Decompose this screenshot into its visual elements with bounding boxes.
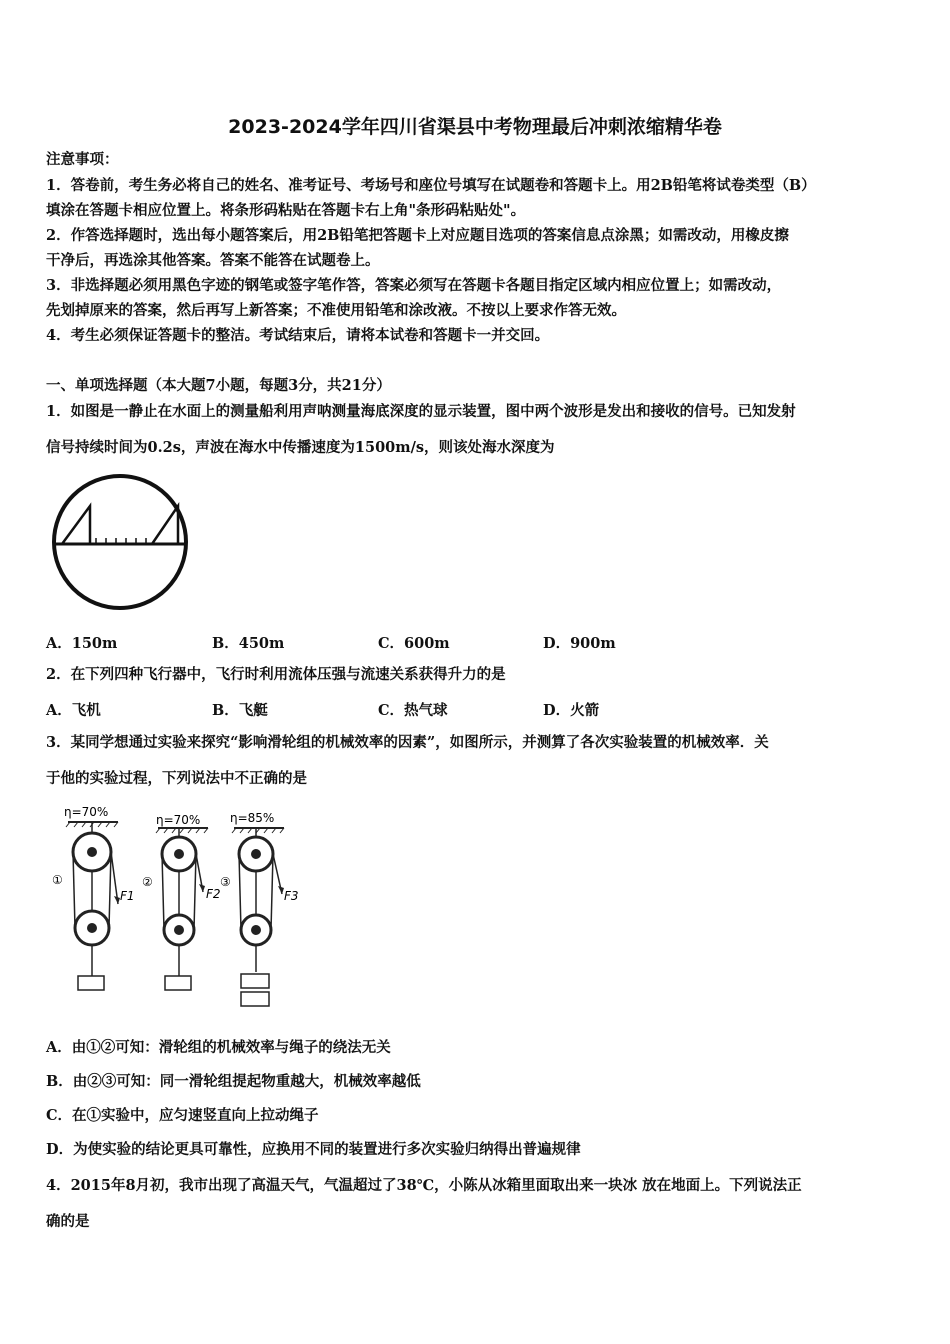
q3-stem-line2: 于他的实验过程，下列说法中不正确的是	[46, 770, 307, 787]
section-heading: 一、单项选择题（本大题7小题，每题3分，共21分）	[46, 377, 391, 394]
q3-option-b: B．由②③可知：同一滑轮组提起物重越大，机械效率越低	[46, 1073, 421, 1090]
pulley-setup-2	[142, 813, 221, 990]
q2-option-b: B．飞艇	[212, 702, 268, 719]
notice-line: 3．非选择题必须用黑色字迹的钢笔或签字笔作答，答案必须写在答题卡各题目指定区域内相应位置上；如需改动，	[46, 277, 782, 294]
q2-option-a: A．飞机	[46, 702, 101, 719]
efficiency-label: η=70%	[156, 813, 201, 827]
q4-stem-line1: 4．2015年8月初，我市出现了高温天气，气温超过了38℃，小陈从冰箱里面取出来一块冰 放在地面上。下列说法正	[46, 1177, 802, 1194]
q3-stem-line1: 3．某同学想通过实验来探究“影响滑轮组的机械效率的因素”，如图所示，并测算了各次实验装置的机械效率．关	[46, 734, 769, 751]
setup-number: ③	[220, 875, 231, 889]
force-label: F1	[120, 889, 135, 903]
pulley-setup-3	[220, 811, 299, 1006]
q2-stem: 2．在下列四种飞行器中，飞行时利用流体压强与流速关系获得升力的是	[46, 666, 506, 683]
notice-line: 干净后，再选涂其他答案。答案不能答在试题卷上。	[46, 252, 380, 269]
force-label: F3	[284, 889, 299, 903]
q3-option-c: C．在①实验中，应匀速竖直向上拉动绳子	[46, 1107, 319, 1124]
sonar-display-figure	[48, 472, 196, 610]
q3-option-a: A．由①②可知：滑轮组的机械效率与绳子的绕法无关	[46, 1039, 391, 1056]
notice-line: 1．答卷前，考生务必将自己的姓名、准考证号、考场号和座位号填写在试题卷和答题卡上。用2B铅笔将试卷类型（B）	[46, 177, 816, 194]
efficiency-label: η=70%	[64, 805, 109, 819]
notice-line: 2．作答选择题时，选出每小题答案后，用2B铅笔把答题卡上对应题目选项的答案信息点涂黑；如需改动，用橡皮擦	[46, 227, 789, 244]
pulley-setup-1	[52, 805, 135, 990]
notice-line: 先划掉原来的答案，然后再写上新答案；不准使用铅笔和涂改液。不按以上要求作答无效。	[46, 302, 626, 319]
setup-number: ①	[52, 873, 63, 887]
efficiency-label: η=85%	[230, 811, 275, 825]
q2-option-c: C．热气球	[378, 702, 448, 719]
notice-line: 4．考生必须保证答题卡的整洁。考试结束后，请将本试卷和答题卡一并交回。	[46, 327, 550, 344]
notice-line: 填涂在答题卡相应位置上。将条形码粘贴在答题卡右上角"条形码粘贴处"。	[46, 202, 526, 219]
q4-stem-line2: 确的是	[46, 1213, 90, 1230]
q1-stem-line2: 信号持续时间为0.2s，声波在海水中传播速度为1500m/s，则该处海水深度为	[46, 439, 555, 456]
q1-option-b: B．450m	[212, 635, 285, 652]
setup-number: ②	[142, 875, 153, 889]
q1-option-a: A．150m	[46, 635, 118, 652]
notice-heading: 注意事项：	[46, 151, 119, 168]
q1-stem-line1: 1．如图是一静止在水面上的测量船利用声呐测量海底深度的显示装置，图中两个波形是发出和接收的信号。已知发射	[46, 403, 796, 420]
q1-option-c: C．600m	[378, 635, 450, 652]
pulley-figure	[48, 804, 320, 1012]
q3-option-d: D．为使实验的结论更具可靠性，应换用不同的装置进行多次实验归纳得出普遍规律	[46, 1141, 581, 1158]
force-label: F2	[206, 887, 221, 901]
q2-option-d: D．火箭	[543, 702, 600, 719]
page-title: 2023-2024学年四川省渠县中考物理最后冲刺浓缩精华卷	[228, 116, 722, 138]
q1-option-d: D．900m	[543, 635, 616, 652]
